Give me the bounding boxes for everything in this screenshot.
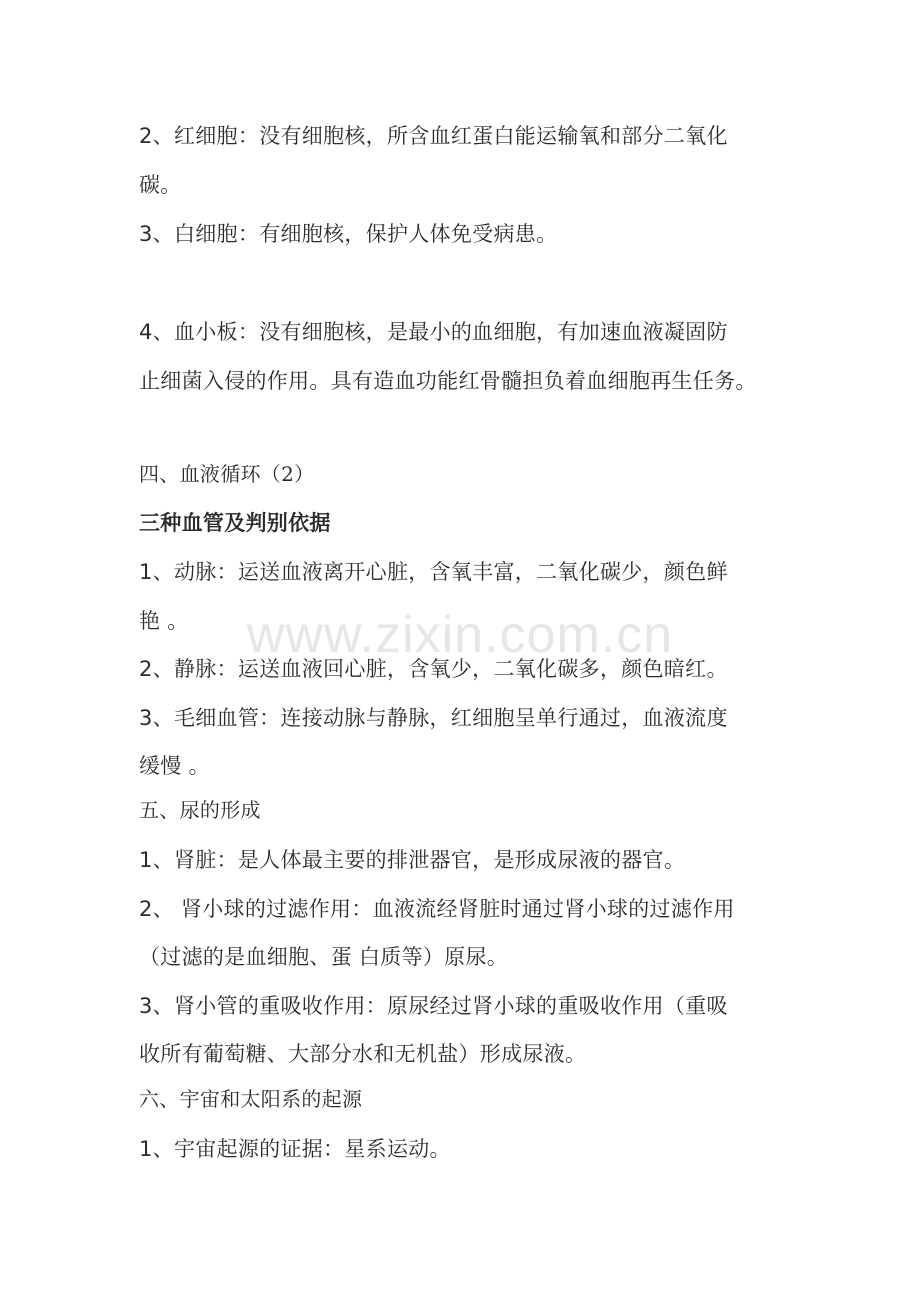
text-line-glomerulus-cont: （过滤的是血细胞、蛋 白质等）原尿。	[139, 945, 509, 969]
section-heading-blood-circulation: 四、血液循环（2）	[139, 462, 315, 486]
text-line-artery: 1、动脉：运送血液离开心脏，含氧丰富，二氧化碳少，颜色鲜	[139, 560, 728, 584]
text-line-platelet: 4、血小板：没有细胞核，是最小的血细胞，有加速血液凝固防	[139, 320, 728, 344]
text-line-red-blood-cell: 2、红细胞：没有细胞核，所含血红蛋白能运输氧和部分二氧化	[139, 124, 728, 148]
text-line-platelet-cont: 止细菌入侵的作用。具有造血功能红骨髓担负着血细胞再生任务。	[139, 369, 757, 393]
subheading-three-vessels: 三种血管及判别依据	[139, 511, 331, 535]
text-line-capillary: 3、毛细血管：连接动脉与静脉，红细胞呈单行通过，血液流度	[139, 706, 728, 730]
section-heading-urine-formation: 五、尿的形成	[139, 798, 261, 822]
text-line-red-blood-cell-cont: 碳。	[139, 173, 182, 197]
text-line-vein: 2、静脉：运送血液回心脏，含氧少，二氧化碳多，颜色暗红。	[139, 657, 728, 681]
text-line-glomerulus: 2、 肾小球的过滤作用：血液流经肾脏时通过肾小球的过滤作用	[139, 897, 735, 921]
section-heading-universe-origin: 六、宇宙和太阳系的起源	[139, 1087, 363, 1111]
text-line-kidney: 1、肾脏：是人体最主要的排泄器官，是形成尿液的器官。	[139, 848, 686, 872]
text-line-tubule: 3、肾小管的重吸收作用：原尿经过肾小球的重吸收作用（重吸	[139, 994, 728, 1018]
text-line-capillary-cont: 缓慢 。	[139, 754, 210, 778]
watermark: www.zixin.com.cn	[246, 606, 674, 664]
text-line-tubule-cont: 收所有葡萄糖、大部分水和无机盐）形成尿液。	[139, 1042, 587, 1066]
text-line-universe-evidence: 1、宇宙起源的证据：星系运动。	[139, 1137, 451, 1161]
text-line-artery-cont: 艳 。	[139, 609, 189, 633]
text-line-white-blood-cell: 3、白细胞：有细胞核，保护人体免受病患。	[139, 222, 558, 246]
